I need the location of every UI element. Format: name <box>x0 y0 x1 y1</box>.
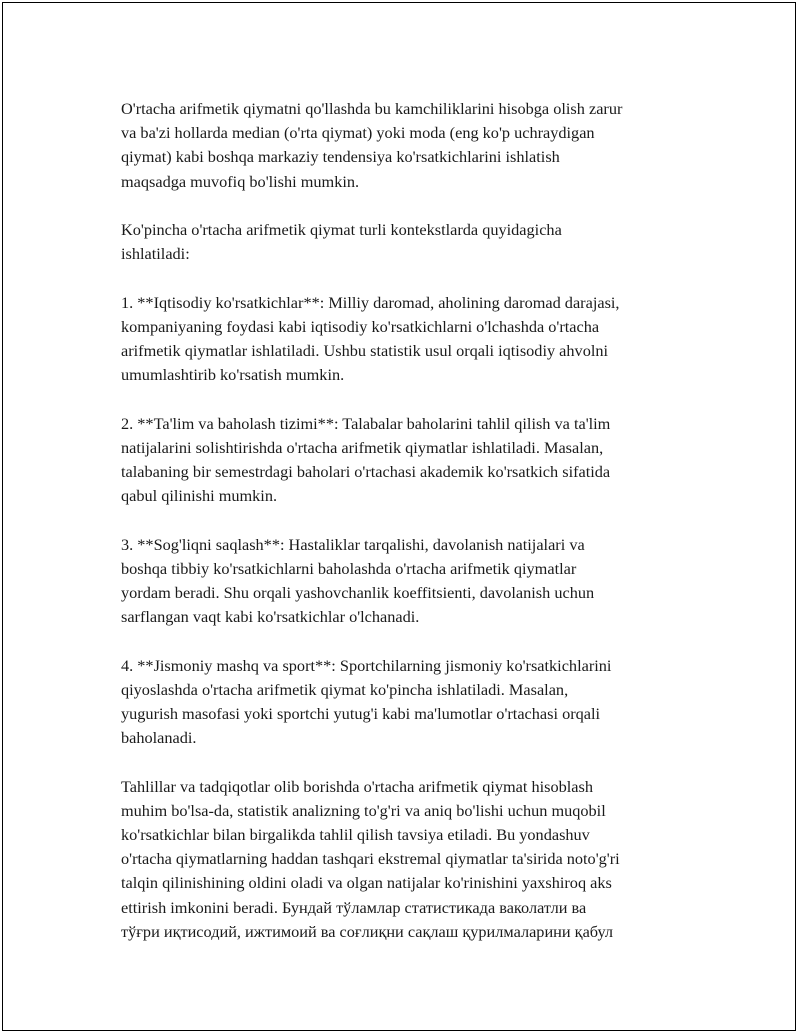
list-item-economic-indicators <box>121 291 701 388</box>
text-line: 1. **Iqtisodiy ko'rsatkichlar**: Milliy daromad, aholining daromad darajasi, <box>121 292 620 312</box>
text-line: ettirish imkonini beradi. Бундай тўламлар статистикада ваколатли ва <box>121 897 587 917</box>
text-line: o'rtacha qiymatlarning haddan tashqari ekstremal qiymatlar ta'sirida noto'g'ri <box>121 849 620 869</box>
text-line: talqin qilinishining oldini oladi va olgan natijalar ko'rinishini yaxshiroq aks <box>121 873 612 893</box>
list-item-sports <box>121 654 701 751</box>
text-line: Tahlillar va tadqiqotlar olib borishda o'rtacha arifmetik qiymat hisoblash <box>121 776 594 796</box>
text-line: kompaniyaning foydasi kabi iqtisodiy ko'rsatkichlarni o'lchashda o'rtacha <box>121 316 600 336</box>
text-line: qabul qilinishi mumkin. <box>121 486 278 506</box>
paragraph-intro <box>121 97 701 194</box>
text-line: 3. **Sog'liqni saqlash**: Hastaliklar tarqalishi, davolanish natijalari va <box>121 534 585 554</box>
paragraph-usage-intro <box>121 218 701 266</box>
text-line: sarflangan vaqt kabi ko'rsatkichlar o'lchanadi. <box>121 607 420 627</box>
text-line: baholanadi. <box>121 728 197 748</box>
text-line: muhim bo'lsa-da, statistik analizning to'g'ri va aniq bo'lishi uchun muqobil <box>121 800 606 820</box>
paragraph-conclusion <box>121 775 701 944</box>
text-line: 4. **Jismoniy mashq va sport**: Sportchilarning jismoniy ko'rsatkichlarini <box>121 655 612 675</box>
text-line: talabaning bir semestrdagi baholari o'rtachasi akademik ko'rsatkich sifatida <box>121 462 611 481</box>
text-line: qiyoslashda o'rtacha arifmetik qiymat ko'pincha ishlatiladi. Masalan, <box>121 679 569 699</box>
text-line: arifmetik qiymatlar ishlatiladi. Ushbu statistik usul orqali iqtisodiy ahvolni <box>121 341 609 360</box>
text-line: ishlatiladi: <box>121 244 190 264</box>
text-line: maqsadga muvofiq bo'lishi mumkin. <box>121 171 360 191</box>
text-line: ko'rsatkichlar bilan birgalikda tahlil qilish tavsiya etiladi. Bu yondashuv <box>121 825 590 844</box>
text-line: boshqa tibbiy ko'rsatkichlarni baholashda o'rtacha arifmetik qiymatlar <box>121 558 577 578</box>
text-line: тўғри иқтисодий, ижтимоий ва соғлиқни сақлаш қурилмаларини қабул <box>121 921 614 941</box>
list-item-education <box>121 412 701 509</box>
text-line: va ba'zi hollarda median (o'rta qiymat) yoki moda (eng ko'p uchraydigan <box>121 123 595 143</box>
list-item-healthcare <box>121 533 701 630</box>
page-frame <box>2 2 796 1031</box>
page-body <box>121 97 701 968</box>
text-line: umumlashtirib ko'rsatish mumkin. <box>121 365 345 385</box>
text-line: qiymat) kabi boshqa markaziy tendensiya ko'rsatkichlarini ishlatish <box>121 147 560 167</box>
text-line: Ko'pincha o'rtacha arifmetik qiymat turli kontekstlarda quyidagicha <box>121 220 562 239</box>
text-line: natijalarini solishtirishda o'rtacha arifmetik qiymatlar ishlatiladi. Masalan, <box>121 437 604 457</box>
text-line: yordam beradi. Shu orqali yashovchanlik koeffitsienti, davolanish uchun <box>121 583 595 602</box>
text-line: O'rtacha arifmetik qiymatni qo'llashda bu kamchiliklarini hisobga olish zarur <box>121 99 623 118</box>
text-line: yugurish masofasi yoki sportchi yutug'i kabi ma'lumotlar o'rtachasi orqali <box>121 704 601 723</box>
text-line: 2. **Ta'lim va baholash tizimi**: Talabalar baholarini tahlil qilish va ta'lim <box>121 413 611 433</box>
